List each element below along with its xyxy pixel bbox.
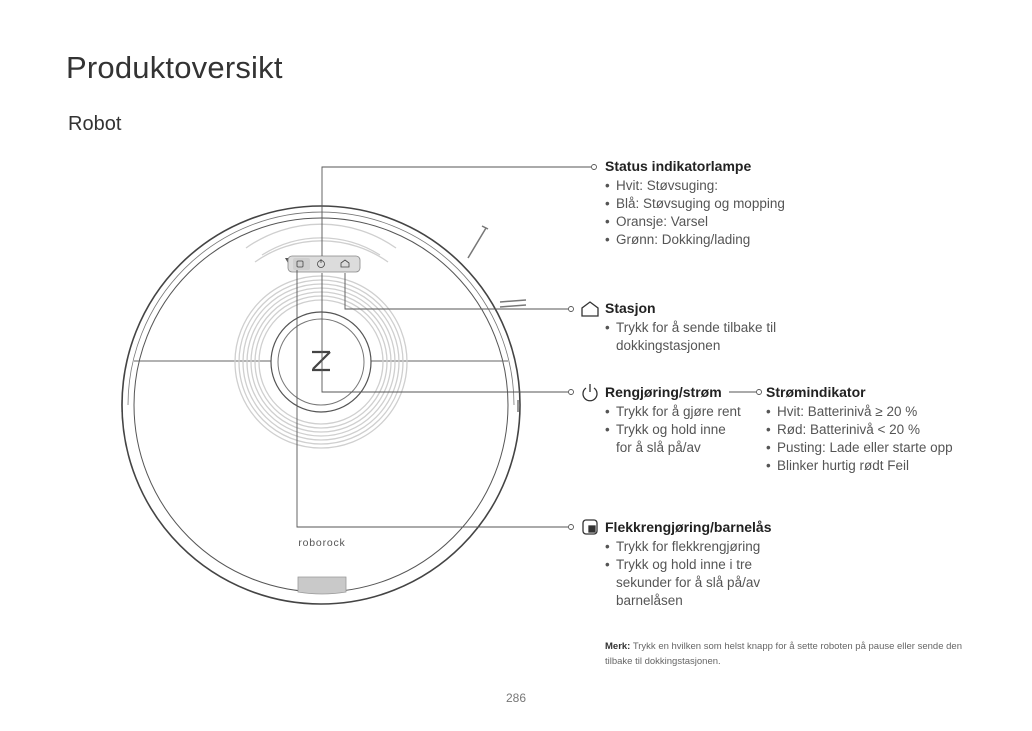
callout-spot-title: Flekkrengjøring/barnelås	[605, 519, 772, 535]
list-item: • Grønn: Dokking/lading	[605, 231, 865, 249]
power-icon	[583, 384, 597, 401]
section-title: Robot	[68, 113, 122, 135]
page-number: 286	[505, 691, 527, 705]
list-item: • Trykk for flekkrengjøring	[605, 538, 785, 556]
list-item: • Oransje: Varsel	[605, 213, 865, 231]
list-item: • Blinker hurtig rødt Feil	[766, 457, 971, 475]
callout-status	[605, 158, 865, 249]
front-sensor	[298, 577, 346, 594]
spot-clean-icon	[583, 520, 597, 534]
callout-power	[605, 384, 745, 457]
callout-power-indicator-list	[766, 403, 971, 475]
robot-brand: roborock	[298, 537, 346, 549]
callout-power-indicator	[766, 384, 971, 475]
note-text: Trykk en hvilken som helst knapp for å sette roboten på pause eller sende den tilbake til dokkingstasjonen.	[605, 641, 962, 667]
callout-power-list	[605, 403, 745, 457]
list-item: • Pusting: Lade eller starte opp	[766, 439, 971, 457]
callout-power-indicator-title: Strømindikator	[766, 384, 866, 400]
page-title: Produktoversikt	[66, 50, 283, 85]
callout-spot	[605, 519, 785, 610]
list-item: • Hvit: Batterinivå ≥ 20 %	[766, 403, 971, 421]
side-brush	[468, 226, 526, 307]
list-item: • Blå: Støvsuging og mopping	[605, 195, 865, 213]
list-item: • Hvit: Støvsuging:	[605, 177, 865, 195]
list-item: • Trykk og hold inne i tre sekunder for å slå på/av barnelåsen	[605, 556, 785, 610]
callout-status-title: Status indikatorlampe	[605, 158, 752, 174]
list-item: • Trykk for å sende tilbake til dokkingstasjonen	[605, 319, 780, 355]
note-label: Merk:	[605, 641, 631, 652]
home-icon	[582, 302, 598, 316]
callout-dock-title: Stasjon	[605, 300, 656, 316]
list-item: • Trykk for å gjøre rent	[605, 403, 745, 421]
callout-spot-list	[605, 538, 785, 610]
callout-power-title: Rengjøring/strøm	[605, 384, 722, 400]
callout-dock	[605, 300, 780, 355]
callout-dock-list	[605, 319, 780, 355]
callout-status-list	[605, 177, 865, 249]
note	[605, 639, 965, 669]
list-item: • Trykk og hold inne for å slå på/av	[605, 421, 745, 457]
list-item: • Rød: Batterinivå < 20 %	[766, 421, 971, 439]
